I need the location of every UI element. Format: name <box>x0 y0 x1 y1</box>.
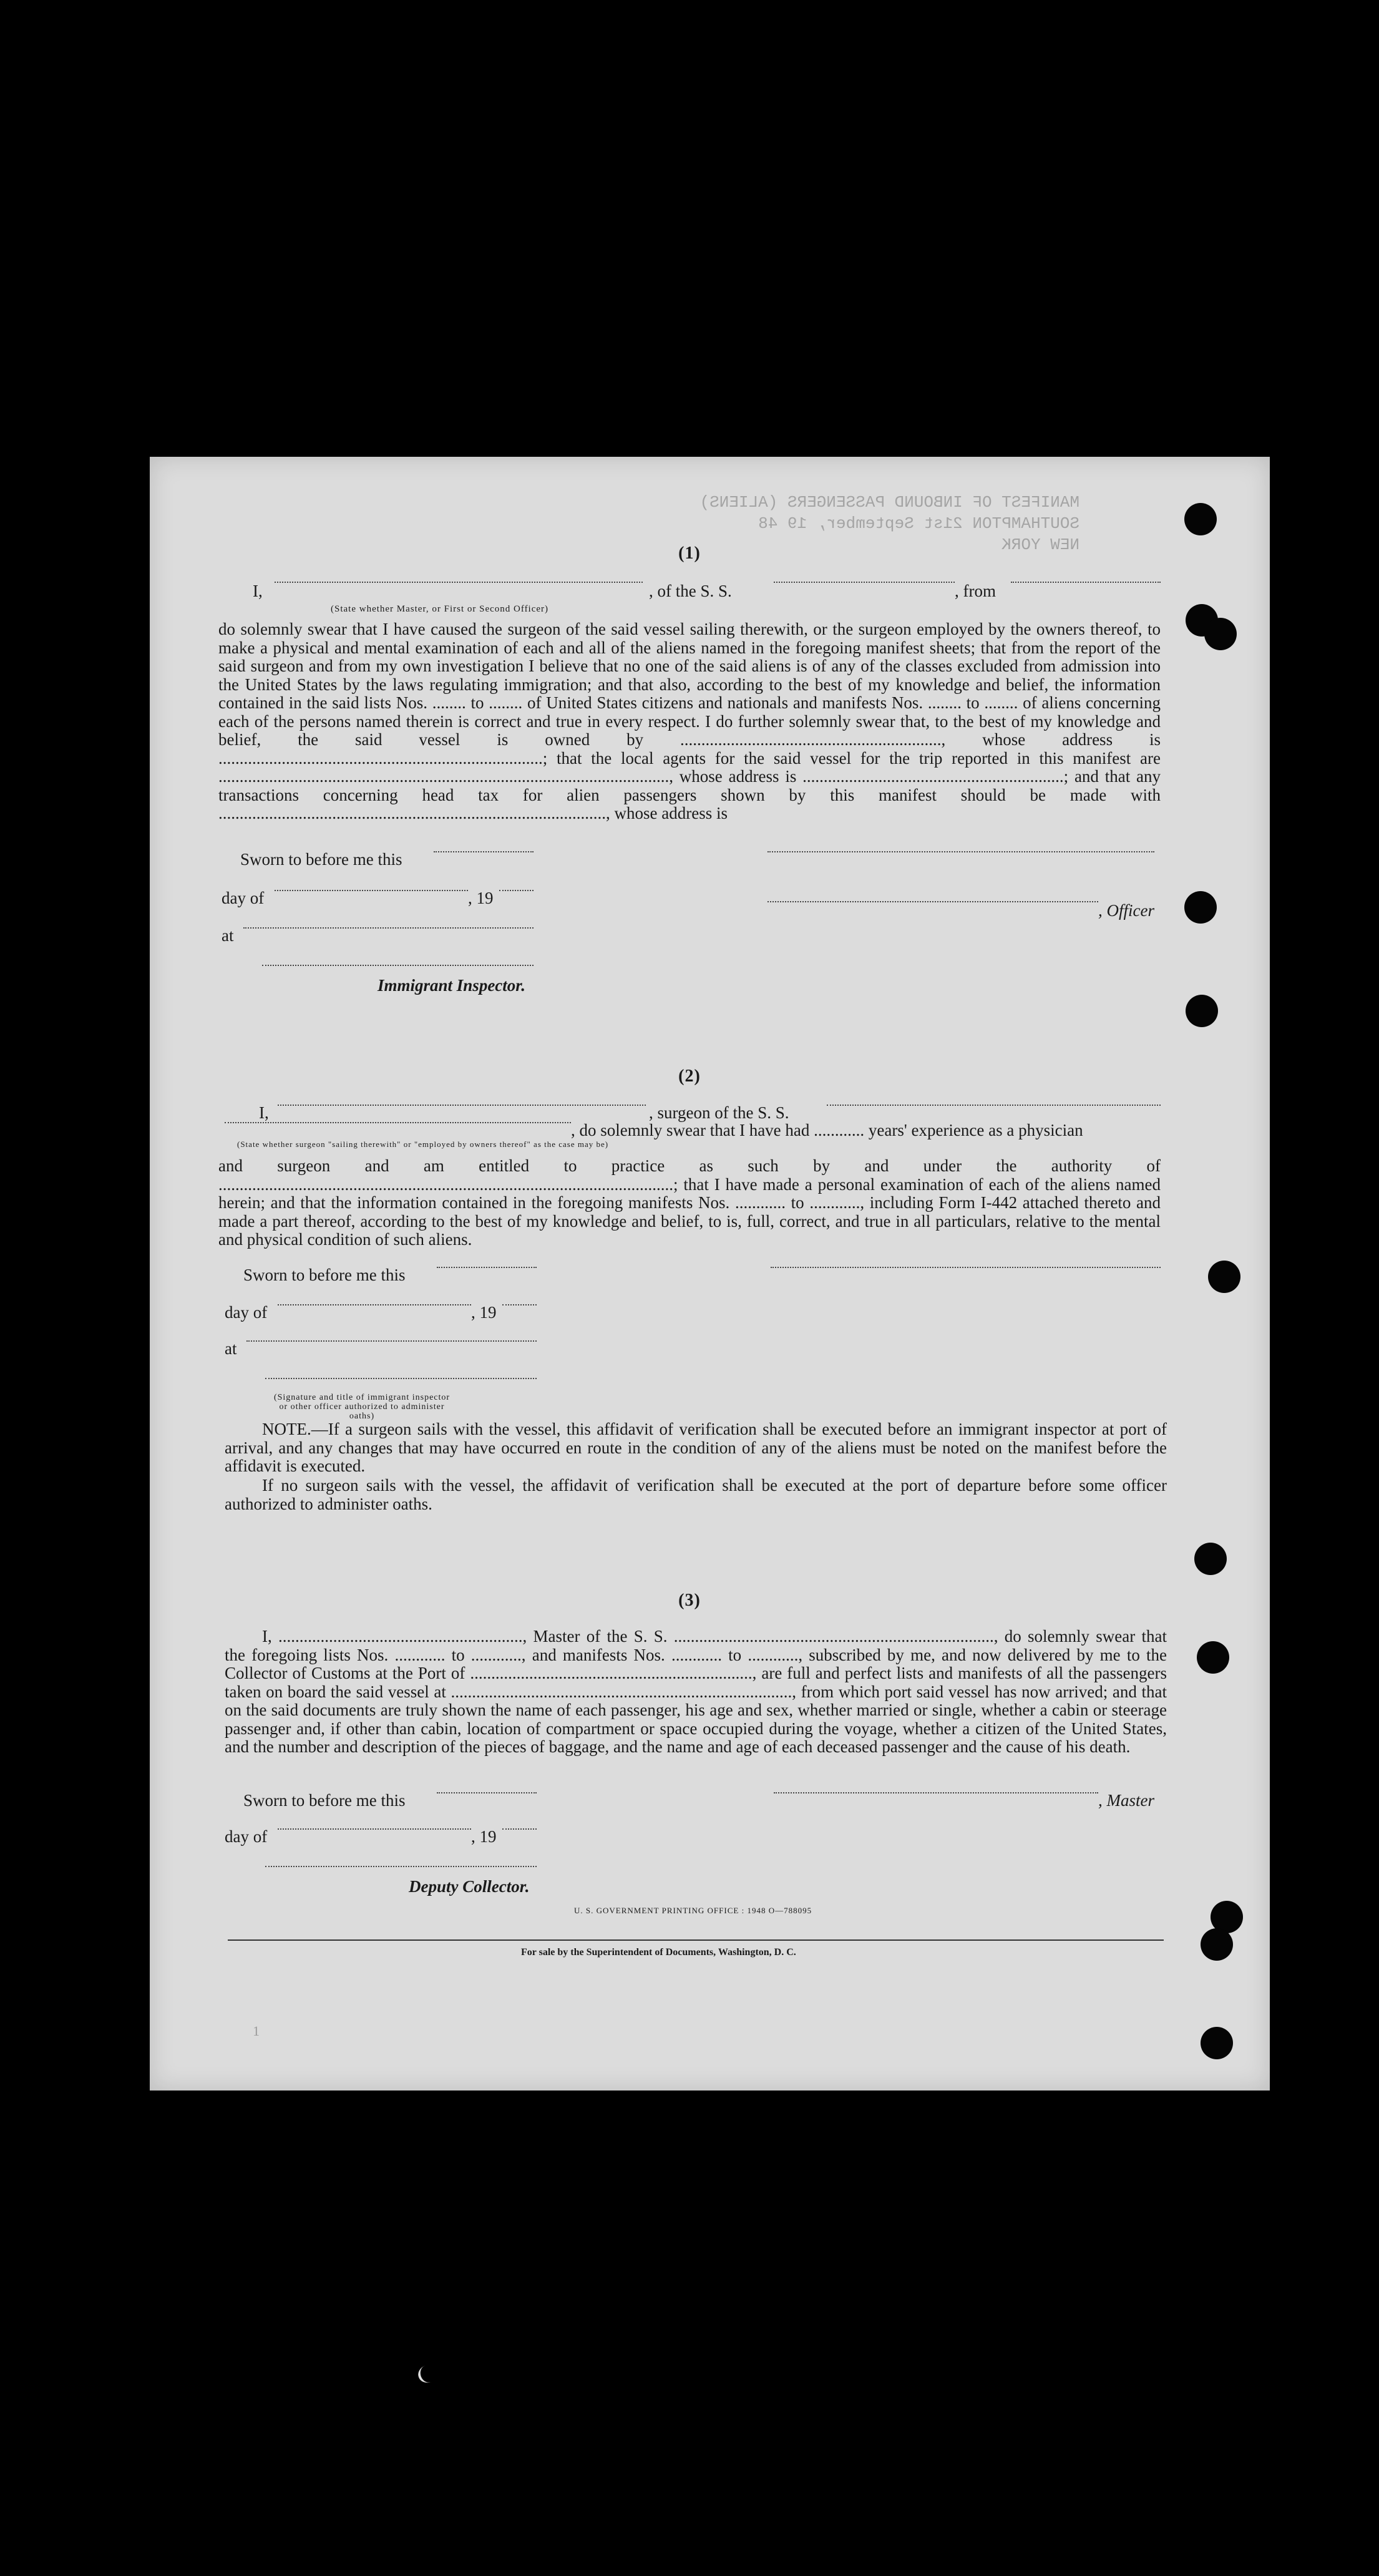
s2-line2: , do solemnly swear that I have had ............ years' experience as a physician <box>571 1121 1083 1139</box>
punch-hole <box>1184 503 1217 535</box>
section-2-number: (2) <box>678 1066 701 1086</box>
stamp-mark: 1 <box>253 2023 260 2039</box>
s2-sig-caption: (Signature and title of immigrant inspector or other officer authorized to administer oaths) <box>273 1393 451 1421</box>
s2-sworn-field <box>437 1267 537 1268</box>
s2-i-label: I, <box>259 1103 269 1122</box>
s1-ss-label: , of the S. S. <box>649 582 732 600</box>
s1-at: at <box>222 926 234 945</box>
s2-type-field <box>225 1122 571 1123</box>
s3-day-of: day of <box>225 1827 268 1846</box>
s3-body: I, .........................................................., Master of the S. S. ............................................................................, do solemnly swear that the foregoing lists Nos. ............ to ............, and manifests Nos. ............ to ............, subscribed by me, and now delivered by me to the Collector of Customs at the Port of ..................................................................., are full and perfect lists and manifests of all the passengers taken on board the said vessel at ................................................................................., from which port said vessel has now arrived; and that on the said documents are truly shown the name of each passenger, his age and sex, whether married or single, whether a cabin or steerage passenger and, if other than cabin, location of compartment or space occupied during the voyage, whether a citizen of the United States, and the number and description of the pieces of baggage, and the name and age of each deceased passenger and the cause of his death. <box>225 1627 1167 1756</box>
punch-hole <box>1184 891 1217 924</box>
s1-from-field <box>1011 582 1161 583</box>
s1-officer-field <box>275 582 643 583</box>
s1-vessel-field <box>774 582 955 583</box>
s3-collector-line <box>265 1866 537 1867</box>
punch-hole <box>1194 1543 1227 1575</box>
punch-hole <box>1201 1928 1233 1961</box>
s1-sworn: Sworn to before me this <box>240 850 402 869</box>
s1-at-field <box>243 927 534 929</box>
s2-sworn: Sworn to before me this <box>243 1266 406 1284</box>
s2-note2: If no surgeon sails with the vessel, the affidavit of verification shall be executed at the port of departure before some officer authorized to administer oaths. <box>225 1476 1167 1513</box>
s1-inspector-line <box>262 965 534 966</box>
s1-day-of: day of <box>222 889 265 907</box>
s3-master-label: , Master <box>1098 1791 1154 1810</box>
s1-officer-line <box>767 901 1098 902</box>
s2-inspector-line <box>265 1378 537 1379</box>
s1-sworn-field <box>434 851 534 852</box>
bleed-through-text: MANIFEST OF INBOUND PASSENGERS (ALIENS) SOUTHAMPTON 21st September, 19 48 NEW YORK <box>699 493 1079 554</box>
punch-hole <box>1201 2027 1233 2059</box>
s3-collector: Deputy Collector. <box>409 1877 530 1896</box>
s2-type-caption: (State whether surgeon "sailing therewith" or "employed by owners thereof" as the case may be) <box>237 1139 609 1149</box>
footer-rule <box>228 1939 1164 1941</box>
s2-ss-label: , surgeon of the S. S. <box>649 1103 789 1122</box>
s1-i-label: I, <box>253 582 263 600</box>
s2-at-field <box>246 1340 537 1342</box>
s1-year: , 19 <box>468 889 494 907</box>
s2-sign-line <box>771 1267 1161 1268</box>
punch-hole <box>1186 995 1218 1027</box>
s1-officer-caption: (State whether Master, or First or Second Officer) <box>331 604 549 614</box>
s3-master-line <box>774 1792 1098 1793</box>
s3-sworn: Sworn to before me this <box>243 1791 406 1810</box>
s2-year-field <box>502 1304 537 1305</box>
gpo-imprint: U. S. GOVERNMENT PRINTING OFFICE : 1948 O—788095 <box>574 1906 812 1915</box>
form-page <box>150 457 1270 2091</box>
punch-hole <box>1197 1641 1229 1674</box>
s1-body: do solemnly swear that I have caused the surgeon of the said vessel sailing therewith, or the surgeon employed by the owners thereof, to make a physical and mental examination of each and all of the aliens named in the foregoing manifest sheets; that from the report of the said surgeon and from my own investigation I believe that no one of the said aliens is of any of the classes excluded from admission into the United States by the laws regulating immigration; and that also, according to the best of my knowledge and belief, the information contained in the said lists Nos. ........ to ........ of United States citizens and nationals and manifests Nos. ........ to ........ of aliens concerning each of the persons named therein is correct and true in every respect. I do further solemnly swear that, to the best of my knowledge and belief, the said vessel is owned by .............................................................., whose address is .............................................................................; that the local agents for the said vessel for the trip reported in this manifest are ..........................................................................................................., whose address is ..............................................................; and that any transactions concerning head tax for alien passengers shown by this manifest should be made with ............................................................................................, whose address is <box>218 620 1161 822</box>
s3-year-field <box>502 1828 537 1830</box>
s2-year: , 19 <box>471 1303 497 1322</box>
s1-from-label: , from <box>955 582 996 600</box>
s1-officer-label: , Officer <box>1098 901 1154 920</box>
section-1-number: (1) <box>678 544 701 563</box>
s2-day-field <box>278 1304 471 1305</box>
punch-hole <box>1208 1261 1240 1293</box>
section-3-number: (3) <box>678 1591 701 1610</box>
sale-notice: For sale by the Superintendent of Documents, Washington, D. C. <box>521 1947 796 1958</box>
s3-year: , 19 <box>471 1827 497 1846</box>
s1-day-field <box>275 890 468 891</box>
s2-note1: NOTE.—If a surgeon sails with the vessel, this affidavit of verification shall be executed before an immigrant inspector at port of arrival, and any changes that may have occurred en route in the condition of any of the aliens must be noted on the manifest before the affidavit is executed. <box>225 1420 1167 1475</box>
punch-hole <box>1204 618 1237 650</box>
s2-surgeon-field <box>278 1105 646 1106</box>
s1-year-field <box>499 890 534 891</box>
s3-day-field <box>278 1828 471 1830</box>
s1-sign-line <box>767 851 1154 852</box>
s2-body: and surgeon and am entitled to practice as such by and under the authority of ............................................................................................................; that I have made a personal examination of each of the aliens named herein; and that the information contained in the foregoing manifests Nos. ............ to ............, including Form I-442 attached thereto and made a part thereof, according to the best of my knowledge and belief, to is, full, correct, and true in all particulars, relative to the mental and physical condition of such aliens. <box>218 1156 1161 1249</box>
s1-inspector: Immigrant Inspector. <box>378 976 526 995</box>
film-speck <box>416 2362 441 2385</box>
s3-sworn-field <box>437 1792 537 1793</box>
s2-vessel-field <box>827 1105 1161 1106</box>
s2-at: at <box>225 1339 237 1358</box>
s2-day-of: day of <box>225 1303 268 1322</box>
